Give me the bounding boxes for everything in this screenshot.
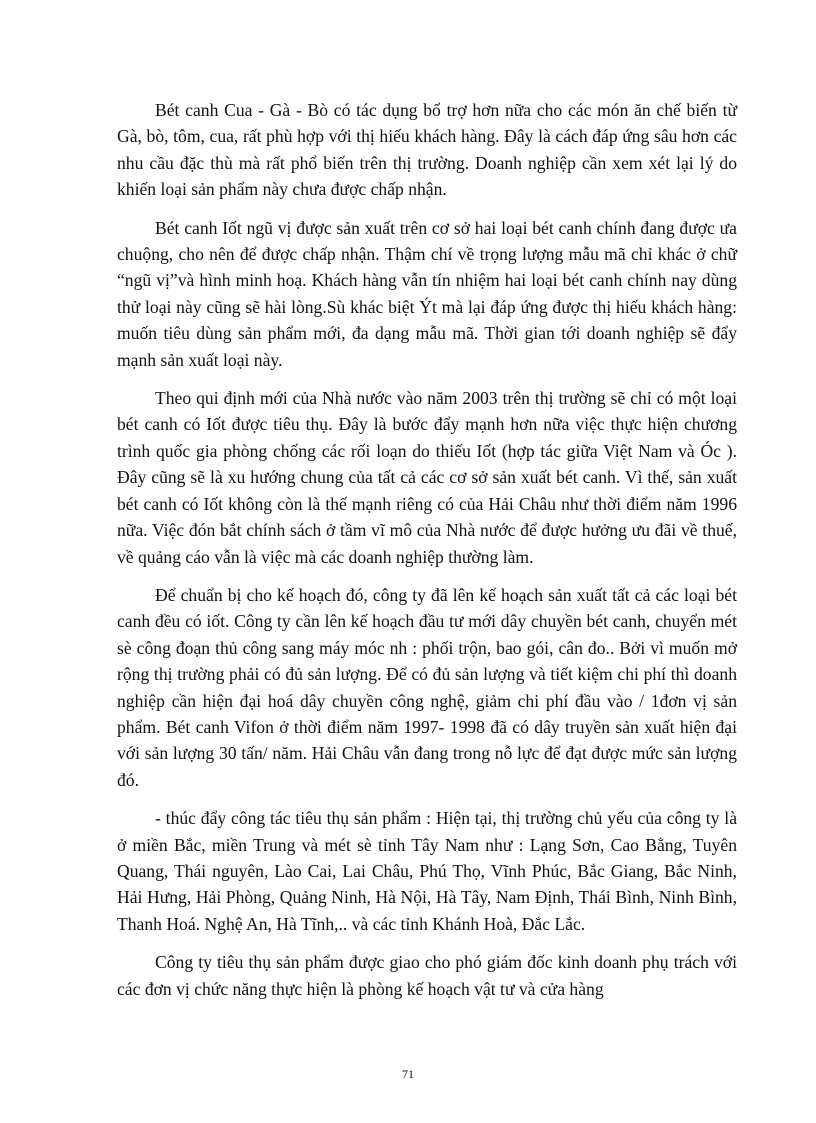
paragraph-2: Bét canh Iốt ngũ vị được sản xuất trên cơ sở hai loại bét canh chính đang được ưa chuộng, cho nên để được chấp nhận. Thậm chí về trọng lượng mẫu mã chỉ khác ở chữ “ngũ vị”và hình minh hoạ. Khách hàng vẫn tín nhiệm hai loại bét canh chính nay dùng thử loại này cũng sẽ hài lòng.Sù khác biệt Ýt mà lại đáp ứng được thị hiếu khách hàng: muốn tiêu dùng sản phẩm mới, đa dạng mẫu mã. Thời gian tới doanh nghiệp sẽ đẩy mạnh sản xuất loại này.	[117, 217, 737, 370]
paragraph-4: Để chuẩn bị cho kế hoạch đó, công ty đã lên kế hoạch sản xuất tất cả các loại bét canh đều có iốt. Công ty cần lên kế hoạch đầu tư mới dây chuyền bét canh, chuyển mét sè công đoạn thủ công sang máy móc nh : phối trộn, bao gói, cân đo.. Bởi vì muốn mở rộng thị trường phải có đủ sản lượng. Để có đủ sản lượng và tiết kiệm chi phí thì doanh nghiệp cần hiện đại hoá dây chuyền công nghệ, giảm chi phí đầu vào / 1đơn vị sản phẩm. Bét canh Vifon ở thời điểm năm 1997- 1998 đã có dây truyền sản xuất hiện đại với sản lượng 30 tấn/ năm. Hải Châu vẫn đang trong nỗ lực để đạt được mức sản lượng đó.	[117, 584, 737, 790]
body-text	[117, 97, 737, 1014]
page-number: 71	[402, 1067, 414, 1081]
paragraph-6: Công ty tiêu thụ sản phẩm được giao cho phó giám đốc kinh doanh phụ trách với các đơn vị chức năng thực hiện là phòng kế hoạch vật tư và cửa hàng	[117, 952, 737, 999]
paragraph-1: Bét canh Cua - Gà - Bò có tác dụng bổ trợ hơn nữa cho các món ăn chế biến từ Gà, bò, tôm, cua, rất phù hợp với thị hiếu khách hàng. Đây là cách đáp ứng sâu hơn các nhu cầu đặc thù mà rất phổ biến trên thị trường. Doanh nghiệp cần xem xét lại lý do khiến loại sản phẩm này chưa được chấp nhận.	[117, 100, 737, 200]
paragraph-5: - thúc đẩy công tác tiêu thụ sản phẩm : Hiện tại, thị trường chủ yếu của công ty là ở miền Bắc, miền Trung và mét sè tỉnh Tây Nam như : Lạng Sơn, Cao Bằng, Tuyên Quang, Thái nguyên, Lào Cai, Lai Châu, Phú Thọ, Vĩnh Phúc, Bắc Giang, Bắc Ninh, Hải Hưng, Hải Phòng, Quảng Ninh, Hà Nội, Hà Tây, Nam Định, Thái Bình, Ninh Bình, Thanh Hoá. Nghệ An, Hà Tĩnh,.. và các tỉnh Khánh Hoà, Đắc Lắc.	[117, 808, 737, 934]
paragraph-3: Theo qui định mới của Nhà nước vào năm 2003 trên thị trường sẽ chỉ có một loại bét canh có Iốt được tiêu thụ. Đây là bước đẩy mạnh hơn nữa việc thực hiện chương trình quốc gia phòng chống các rối loạn do thiếu Iốt (hợp tác giữa Việt Nam và Óc ). Đây cũng sẽ là xu hướng chung của tất cả các cơ sở sản xuất bét canh. Vì thế, sản xuất bét canh có Iốt không còn là thế mạnh riêng có của Hải Châu như thời điểm năm 1996 nữa. Việc đón bắt chính sách ở tầm vĩ mô của Nhà nước để được hưởng ưu đãi về thuế, về quảng cáo vẫn là việc mà các doanh nghiệp thường làm.	[117, 388, 737, 567]
